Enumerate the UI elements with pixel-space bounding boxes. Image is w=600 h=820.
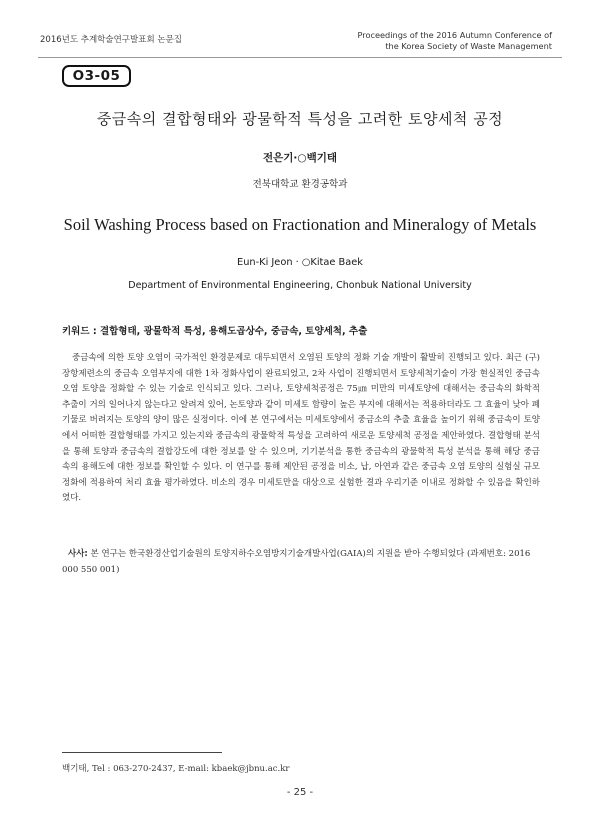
corresponding-author-footnote: 백기태, Tel : 063-270-2437, E-mail: kbaek@jbnu.ac.kr [62, 764, 290, 774]
footnote-divider [62, 752, 222, 753]
running-header-right-line1: Proceedings of the 2016 Autumn Conference of [357, 30, 552, 40]
acknowledgment-label: 사사: [68, 549, 88, 559]
running-header-right [332, 30, 552, 52]
keywords: 키워드 : 결합형태, 광물학적 특성, 용해도곱상수, 중금속, 토양세척, 추출 [62, 326, 368, 337]
affiliation-korean: 전북대학교 환경공학과 [252, 179, 348, 190]
running-header-left: 2016년도 추계학술연구발표회 논문집 [40, 35, 182, 45]
header-divider [38, 57, 562, 58]
paper-title-korean: 중금속의 결합형태와 광물학적 특성을 고려한 토양세척 공정 [96, 110, 504, 128]
authors-english: Eun-Ki Jeon · ○Kitae Baek [237, 257, 363, 268]
affiliation-english: Department of Environmental Engineering, Chonbuk National University [128, 280, 472, 291]
page-number: - 25 - [286, 787, 314, 798]
paper-code-badge: O3-05 [62, 65, 131, 87]
running-header-right-line2: the Korea Society of Waste Management [385, 41, 552, 51]
acknowledgment [62, 546, 540, 578]
acknowledgment-text: 본 연구는 한국환경산업기술원의 토양지하수오염방지기술개발사업(GAIA)의 지원을 받아 수행되었다 (과제번호: 2016 000 550 001) [62, 549, 531, 575]
authors-korean: 전은기·○백기태 [262, 152, 337, 164]
paper-title-english: Soil Washing Process based on Fractionation and Mineralogy of Metals [63, 215, 537, 234]
abstract-body: 중금속에 의한 토양 오염이 국가적인 환경문제로 대두되면서 오염된 토양의 정화 기술 개발이 활발히 진행되고 있다. 최근 (구) 장항제련소의 중금속 오염부지에 대한 1차 정화사업이 완료되었고, 2차 사업이 진행되면서 토양세척기술이 가장 현실적인 중금속 오염 토양을 정화할 수 있는 기술로 인식되고 있다. 그러나, 토양세척공정은 75㎛ 미만의 미세토양에 대해서는 중금속의 화학적 추출이 거의 일어나지 않는다고 알려져 있어, 논토양과 같이 미세토 함량이 높은 부지에 대해서는 적용하더라도 그 효율이 낮아 폐기물로 버려지는 토양의 양이 많은 실정이다. 이에 본 연구에서는 미세토양에서 중금소의 추출 효율을 높이기 위해 중금속이 토양에서 어떠한 결합형태를 가지고 있는지와 중금속의 광물학적 특성을 고려하여 새로운 토양세척 공정을 제안하였다. 결합형태 분석을 통해 토양과 중금속의 결합강도에 대한 정보를 알 수 있으며, 기기분석을 통한 중금속의 광물학적 특성 분석을 통해 해당 중금속의 용해도에 대한 정보를 확인할 수 있다. 이 연구를 통해 제안된 공정을 비소, 납, 아연과 같은 중금속 오염 토양의 실험실 규모 정화에 적용하여 처리 효율 평가하였다. 비소의 경우 미세토만을 대상으로 실험한 결과 우리기준 이내로 정화할 수 있음을 확인하였다. [62, 353, 540, 504]
